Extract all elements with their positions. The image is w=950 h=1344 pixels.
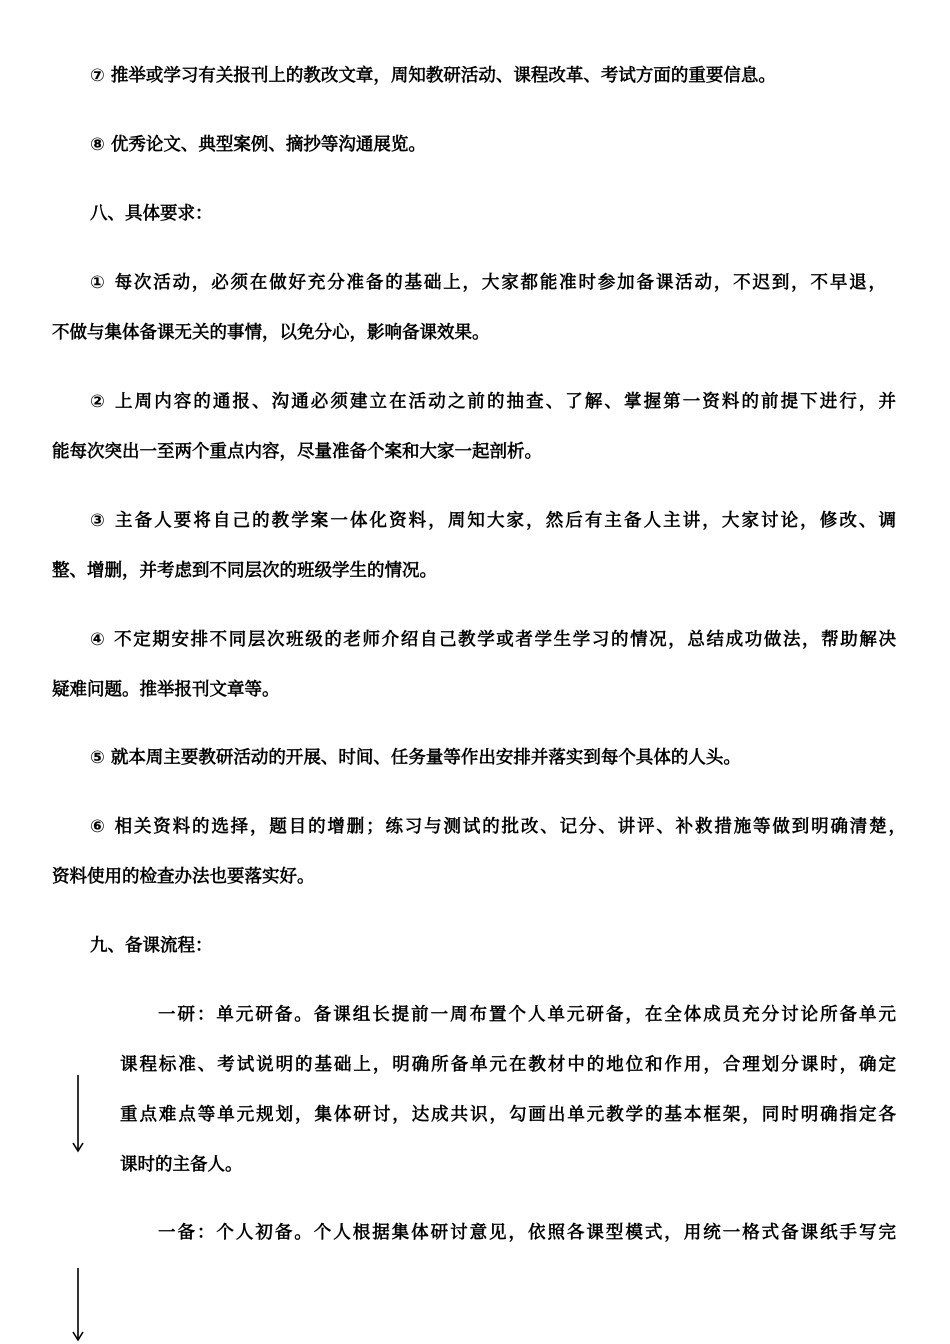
section-heading-8: 八、具体要求： — [90, 204, 213, 224]
list-item-7: ⑦ 推举或学习有关报刊上的教改文章，周知教研活动、课程改革、考试方面的重要信息。 — [90, 66, 776, 86]
step-1-line-3: 重点难点等单元规划，集体研讨，达成共识，勾画出单元教学的基本框架，同时明确指定各 — [120, 1105, 896, 1125]
requirement-5-line-1: ⑤ 就本周主要教研活动的开展、时间、任务量等作出安排并落实到每个具体的人头。 — [90, 748, 741, 768]
requirement-4-line-2: 疑难问题。推举报刊文章等。 — [52, 680, 280, 700]
requirement-2-line-2: 能每次突出一至两个重点内容，尽量准备个案和大家一起剖析。 — [52, 442, 542, 462]
list-item-8: ⑧ 优秀论文、典型案例、摘抄等沟通展览。 — [90, 135, 426, 155]
requirement-1-line-1: ① 每次活动，必须在做好充分准备的基础上，大家都能准时参加备课活动，不迟到，不早退， — [90, 273, 886, 293]
flow-down-arrow-icon — [72, 1268, 84, 1342]
step-1-line-4: 课时的主备人。 — [120, 1155, 243, 1175]
requirement-3-line-1: ③ 主备人要将自己的教学案一体化资料，周知大家，然后有主备人主讲，大家讨论，修改、调 — [90, 511, 896, 531]
requirement-6-line-1: ⑥ 相关资料的选择，题目的增删；练习与测试的批改、记分、讲评、补救措施等做到明确清楚， — [90, 817, 906, 837]
flow-down-arrow-icon — [72, 1075, 84, 1153]
requirement-3-line-2: 整、增删，并考虑到不同层次的班级学生的情况。 — [52, 561, 437, 581]
section-heading-9: 九、备课流程： — [90, 936, 213, 956]
step-1-line-1: 一研：单元研备。备课组长提前一周布置个人单元研备，在全体成员充分讨论所备单元 — [158, 1005, 896, 1025]
requirement-6-line-2: 资料使用的检查办法也要落实好。 — [52, 867, 315, 887]
step-1-line-2: 课程标准、考试说明的基础上，明确所备单元在教材中的地位和作用，合理划分课时，确定 — [120, 1055, 896, 1075]
requirement-2-line-1: ② 上周内容的通报、沟通必须建立在活动之前的抽查、了解、掌握第一资料的前提下进行，并 — [90, 392, 896, 412]
requirement-1-line-2: 不做与集体备课无关的事情，以免分心，影响备课效果。 — [52, 323, 490, 343]
step-2-line-1: 一备：个人初备。个人根据集体研讨意见，依照各课型模式，用统一格式备课纸手写完 — [158, 1223, 896, 1243]
requirement-4-line-1: ④ 不定期安排不同层次班级的老师介绍自己教学或者学生学习的情况，总结成功做法，帮助解决 — [90, 630, 896, 650]
